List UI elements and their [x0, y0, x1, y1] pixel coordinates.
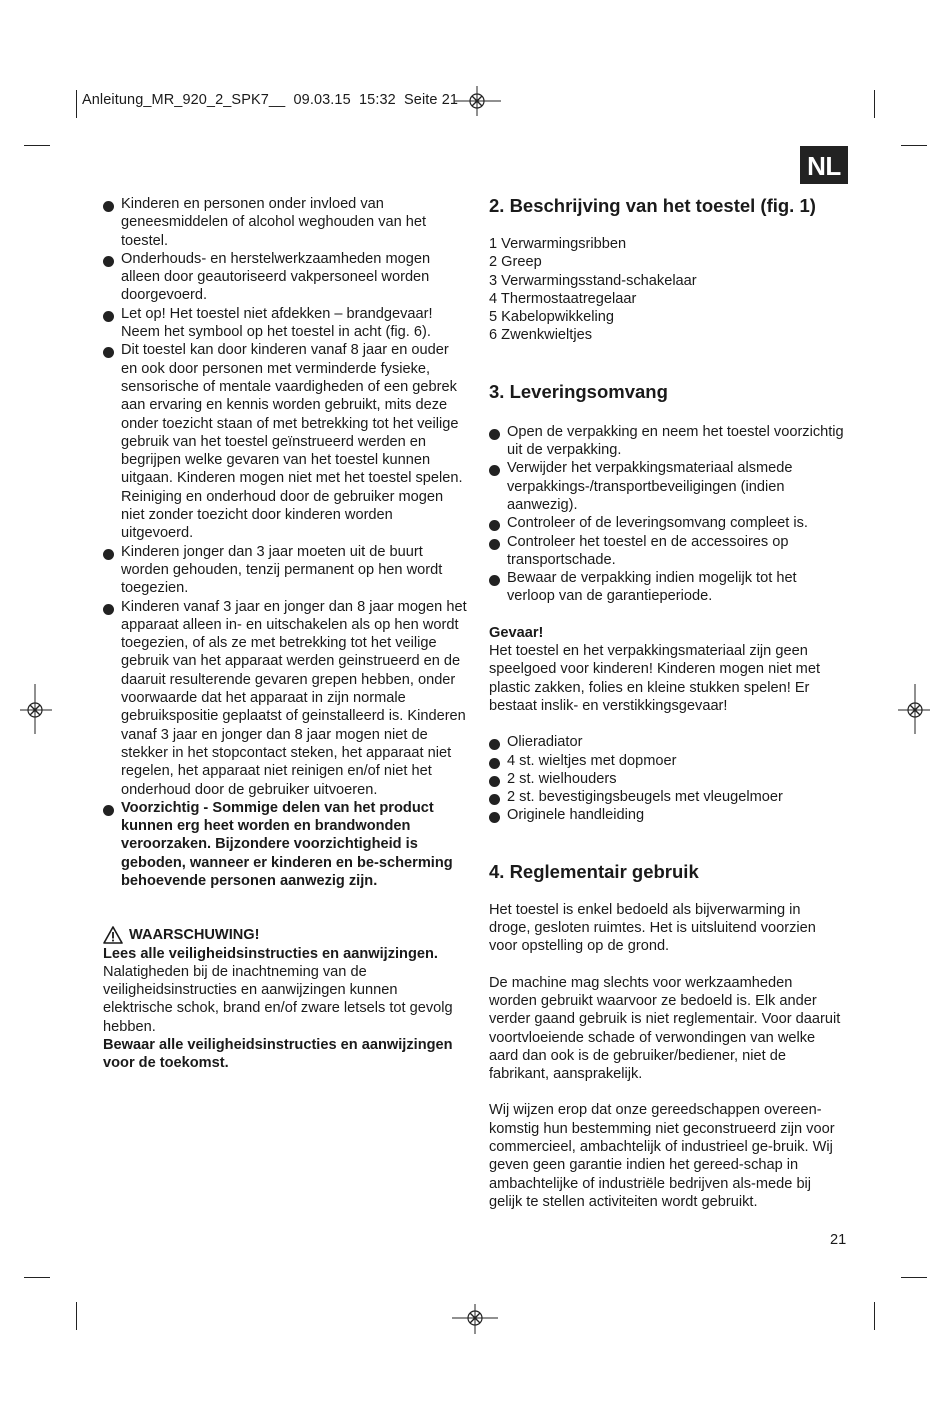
package-contents-list — [489, 733, 844, 824]
list-item: 3 Verwarmingsstand-schakelaar — [489, 272, 697, 289]
right-column — [489, 195, 844, 1211]
print-slug-line: Anleitung_MR_920_2_SPK7__ 09.03.15 15:32 Seite 21 — [82, 92, 459, 108]
section-4-title: 4. Reglementair gebruik — [489, 860, 699, 882]
warning-heading-label: WAARSCHUWING! — [129, 927, 260, 944]
list-item: Dit toestel kan door kinderen vanaf 8 jaar en ouder en ook door personen met verminderde fysieke, sensorische of mentale vaardigheden of een gebrek aan ervaring en kennis worden gebruikt, mits deze onder toezicht staan of met betrekking tot het veilige gebruik van het toestel geïnstrueerd werden en begrijpen welke gevaren van het toestel kunnen uitgaan. Kinderen mogen niet met het toestel spelen. Reiniging en onderhoud door de gebruiker mogen niet zonder toezicht door kinderen worden uitgevoerd. — [103, 341, 468, 542]
warning-closing: Bewaar alle veiligheidsinstructies en aanwijzingen voor de toekomst. — [103, 1037, 453, 1072]
registration-mark-icon — [20, 684, 52, 734]
list-item: 2 st. wielhouders — [489, 770, 844, 788]
list-item: 4 Thermostaatregelaar — [489, 290, 637, 307]
warning-block — [103, 926, 468, 1072]
crop-mark — [76, 90, 77, 118]
list-item: Open de verpakking en neem het toestel voorzichtig uit de verpakking. — [489, 423, 844, 460]
language-tab: NL — [800, 146, 848, 184]
warning-heading — [103, 926, 468, 944]
registration-mark-icon — [452, 1304, 498, 1334]
list-item: Controleer of de leveringsomvang compleet is. — [489, 514, 844, 532]
list-item: 1 Verwarmingsribben — [489, 236, 627, 252]
page-number: 21 — [830, 1232, 847, 1248]
paragraph: Het toestel is enkel bedoeld als bijverwarming in droge, gesloten ruimtes. Het is uitsluitend voorzien voor opstelling op de grond. — [489, 901, 816, 955]
list-item: Olieradiator — [489, 733, 844, 751]
parts-list — [489, 235, 844, 345]
danger-text: Het toestel en het verpakkingsmateriaal zijn geen speelgoed voor kinderen! Kinderen mogen niet met plastic zakken, folies en kleine stukken spelen! Er bestaat inslik- en verstikkingsgevaar! — [489, 643, 821, 714]
list-item: Kinderen vanaf 3 jaar en jonger dan 8 jaar mogen het apparaat alleen in- en uitschakelen als op hen wordt toegezien, of als ze met betrekking tot het veilige gebruik van het apparaat werden geinstrueerd en de daaruit resulterende gevaren grepen hebben, onder voorwaarde dat het apparaat in zijn normale gebruikspositie geplaatst of geinstalleerd is. Kinderen vanaf 3 jaar en jonger dan 8 jaar mogen niet de stekker in het stopcontact steken, het apparaat niet regelen, het apparaat niet reinigen en/of niet het onderhoud door de gebruiker uitvoeren. — [103, 598, 468, 799]
safety-bullet-list — [103, 195, 468, 890]
list-item: Originele handleiding — [489, 806, 844, 824]
warning-triangle-icon — [103, 926, 123, 944]
warning-body: Nalatigheden bij de inachtneming van de veiligheidsinstructies en aanwijzingen kunnen elektrische schok, brand en/of zware letsels tot gevolg hebben. — [103, 963, 453, 1035]
crop-mark — [901, 1277, 927, 1278]
list-item: 4 st. wieltjes met dopmoer — [489, 752, 844, 770]
registration-mark-icon — [455, 86, 501, 116]
warning-line: Lees alle veiligheidsinstructies en aanwijzingen. — [103, 945, 438, 962]
section-2-title: 2. Beschrijving van het toestel (fig. 1) — [489, 195, 816, 216]
list-item: 2 Greep — [489, 254, 542, 271]
crop-mark — [874, 1302, 875, 1330]
crop-mark — [874, 90, 875, 118]
paragraph: De machine mag slechts voor werkzaamheden worden gebruikt waarvoor ze bedoeld is. Elk ander verder gaand gebruik is niet reglementair. Voor daaruit voortvloeiende schade of verwondingen van welke aard dan ook is de gebruiker/bediener, niet de fabrikant, aansprakelijk. — [489, 974, 841, 1083]
crop-mark — [901, 145, 927, 146]
list-item: Controleer het toestel en de accessoires op transportschade. — [489, 533, 844, 570]
list-item: Voorzichtig - Sommige delen van het product kunnen erg heet worden en brandwonden veroorzaken. Bijzondere voorzichtigheid is geboden, wanneer er kinderen en be-scherming behoevende personen aanwezig zijn. — [103, 799, 468, 890]
list-item: Let op! Het toestel niet afdekken – brandgevaar! Neem het symbool op het toestel in acht (fig. 6). — [103, 305, 468, 342]
crop-mark — [24, 145, 50, 146]
list-item: Onderhouds- en herstelwerkzaamheden mogen alleen door geautoriseerd vakpersoneel worden doorgevoerd. — [103, 250, 468, 305]
list-item: 6 Zwenkwieltjes — [489, 327, 593, 344]
list-item: Kinderen en personen onder invloed van geneesmiddelen of alcohol weghouden van het toestel. — [103, 195, 468, 250]
list-item: 2 st. bevestigingsbeugels met vleugelmoer — [489, 788, 844, 806]
delivery-steps-list — [489, 423, 844, 606]
list-item: Verwijder het verpakkingsmateriaal alsmede verpakkings-/transportbeveiligingen (indien aanwezig). — [489, 459, 844, 514]
registration-mark-icon — [898, 684, 930, 734]
list-item: 5 Kabelopwikkeling — [489, 309, 614, 326]
danger-heading: Gevaar! — [489, 624, 544, 641]
crop-mark — [76, 1302, 77, 1330]
crop-mark — [24, 1277, 50, 1278]
section-3-title: 3. Leveringsomvang — [489, 380, 668, 402]
paragraph: Wij wijzen erop dat onze gereedschappen overeen-komstig hun bestemming niet geconstrueerd zijn voor commercieel, ambachtelijk of industrieel ge-bruik. Wij geven geen garantie indien het gereed-schap in ambachtelijke of industriële bedrijven als-mede bij gelijk te stellen activiteiten wordt gebruikt. — [489, 1102, 835, 1210]
left-column — [103, 195, 468, 1073]
list-item: Kinderen jonger dan 3 jaar moeten uit de buurt worden gehouden, tenzij permanent op hen wordt toegezien. — [103, 543, 468, 598]
list-item: Bewaar de verpakking indien mogelijk tot het verloop van de garantieperiode. — [489, 569, 844, 606]
